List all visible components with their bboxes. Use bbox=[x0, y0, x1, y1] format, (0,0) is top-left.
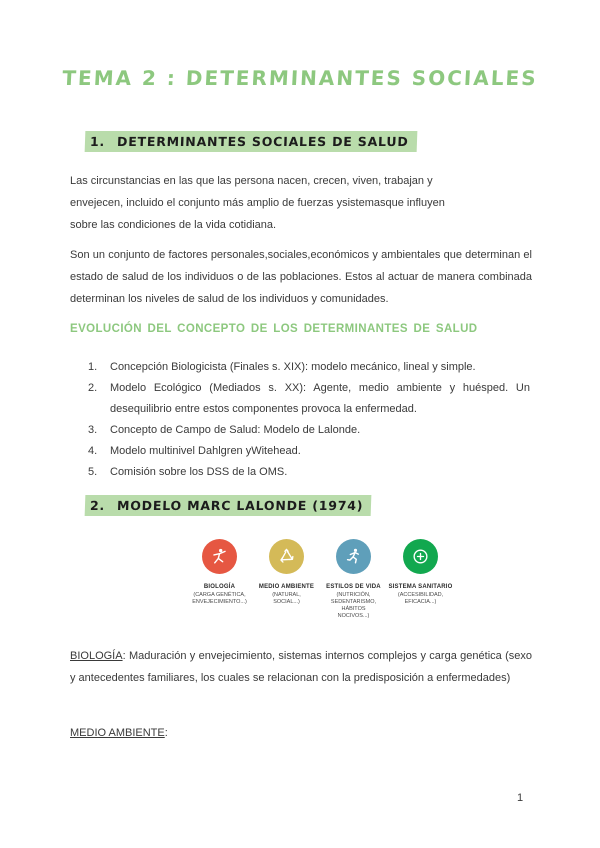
section-2-header bbox=[85, 495, 372, 516]
section-1-number: 1. bbox=[89, 134, 106, 149]
list-item bbox=[88, 420, 530, 441]
determinant-sistema-sanitario bbox=[387, 539, 454, 620]
determinant-biologia bbox=[186, 539, 253, 620]
evolution-list bbox=[88, 357, 530, 483]
section-1-header bbox=[85, 131, 417, 152]
list-item-text: Concepto de Campo de Salud: Modelo de Lalonde. bbox=[110, 424, 361, 436]
list-item-number: 5. bbox=[88, 466, 98, 478]
list-item-text: Concepción Biologicista (Finales s. XIX): modelo mecánico, lineal y simple. bbox=[110, 361, 476, 373]
biologia-text: : Maduración y envejecimiento, sistemas internos complejos y carga genética (sexo y antecedentes familiares, los cuales se relacionan con la predisposición a enfermedades) bbox=[70, 650, 532, 684]
determinant-sublabel: (NUTRICIÓN, SEDENTARISMO, HÁBITOS NOCIVOS...) bbox=[330, 592, 377, 619]
section-1-title: DETERMINANTES SOCIALES DE SALUD bbox=[116, 134, 409, 149]
list-item-text: Modelo multinivel Dahlgren yWitehead. bbox=[110, 445, 301, 457]
determinant-label: MEDIO AMBIENTE bbox=[258, 584, 315, 590]
medio-ambiente-colon: : bbox=[164, 727, 168, 739]
determinant-label: BIOLOGÍA bbox=[203, 584, 236, 590]
list-item-number: 2. bbox=[88, 382, 98, 394]
estilos-de-vida-circle bbox=[336, 539, 371, 574]
determinant-sublabel: (NATURAL, SOCIAL...) bbox=[272, 592, 301, 605]
determinant-estilos-de-vida bbox=[320, 539, 387, 620]
list-item-number: 4. bbox=[88, 445, 98, 457]
biologia-circle bbox=[202, 539, 237, 574]
section-2-title: MODELO MARC LALONDE (1974) bbox=[116, 498, 364, 513]
list-item-number: 3. bbox=[88, 424, 98, 436]
list-item bbox=[88, 441, 530, 462]
list-item-text: Comisión sobre los DSS de la OMS. bbox=[110, 466, 288, 478]
medical-cross-icon bbox=[411, 547, 430, 566]
evolution-heading: EVOLUCIÓN DEL CONCEPTO DE LOS DETERMINANTES DE SALUD bbox=[70, 323, 478, 335]
list-item bbox=[88, 462, 530, 483]
determinant-medio-ambiente bbox=[253, 539, 320, 620]
runner-icon bbox=[344, 547, 363, 566]
medio-ambiente-circle bbox=[269, 539, 304, 574]
list-item-text: Modelo Ecológico (Mediados s. XX): Agente, medio ambiente y huésped. Un desequilibrio entre estos componentes provoca la enfermedad. bbox=[110, 382, 530, 415]
biologia-term: BIOLOGÍA bbox=[70, 650, 123, 662]
page-number: 1 bbox=[516, 792, 524, 804]
page-title: TEMA 2 : DETERMINANTES SOCIALES bbox=[61, 66, 539, 90]
list-item bbox=[88, 378, 530, 420]
person-figure-icon bbox=[210, 547, 229, 566]
medio-ambiente-heading bbox=[70, 722, 532, 744]
section-2-number: 2. bbox=[89, 498, 106, 513]
medio-ambiente-term: MEDIO AMBIENTE bbox=[70, 727, 165, 739]
recycle-icon bbox=[277, 547, 296, 566]
determinant-label: ESTILOS DE VIDA bbox=[326, 584, 381, 590]
lalonde-determinants bbox=[186, 539, 454, 620]
biologia-paragraph bbox=[70, 645, 532, 689]
intro-paragraph-1: Las circunstancias en las que las persona nacen, crecen, viven, trabajan y envejecen, incluido el conjunto más amplio de fuerzas ysistemasque influyen sobre las condiciones de la vida cotidiana. bbox=[70, 175, 445, 231]
determinant-sublabel: (ACCESIBILIDAD, EFICACIA...) bbox=[397, 592, 444, 605]
determinant-label: SISTEMA SANITARIO bbox=[388, 584, 453, 590]
list-item bbox=[88, 357, 530, 378]
list-item-number: 1. bbox=[88, 361, 98, 373]
intro-paragraph-2: Son un conjunto de factores personales,sociales,económicos y ambientales que determinan el estado de salud de los individuos o de las poblaciones. Estos al actuar de manera combinada determinan los niveles de salud de los individuos y comunidades. bbox=[70, 249, 532, 305]
determinant-sublabel: (CARGA GENÉTICA, ENVEJECIMIENTO...) bbox=[192, 592, 247, 605]
sistema-sanitario-circle bbox=[403, 539, 438, 574]
